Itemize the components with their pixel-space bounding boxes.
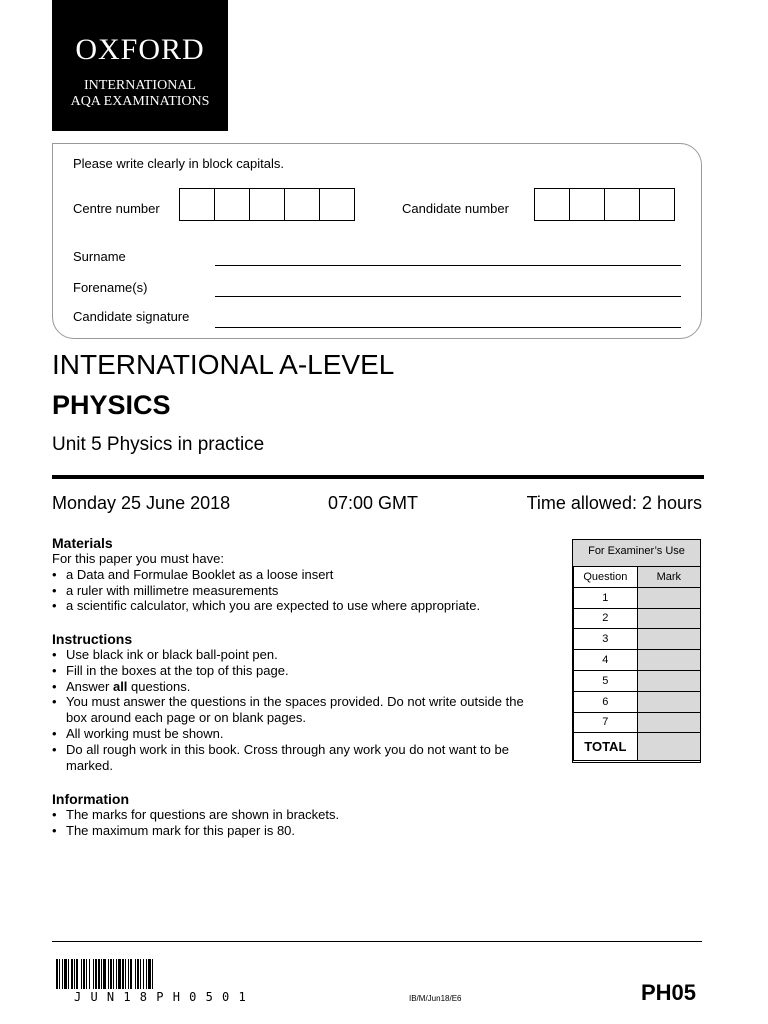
question-number: 3 xyxy=(574,629,638,650)
question-number: 4 xyxy=(574,650,638,671)
centre-number-label: Centre number xyxy=(73,201,160,216)
list-item: • You must answer the questions in the spaces provided. Do not write outside the box around each page or on blank pages. xyxy=(52,694,542,726)
paper-code: PH05 xyxy=(641,980,697,1005)
logo-line-international: INTERNATIONAL xyxy=(84,78,196,93)
centre-number-box[interactable] xyxy=(249,188,285,221)
signature-label: Candidate signature xyxy=(73,309,190,324)
centre-number-box[interactable] xyxy=(179,188,215,221)
centre-number-box[interactable] xyxy=(284,188,320,221)
materials-heading: Materials xyxy=(52,535,113,551)
question-number: 6 xyxy=(574,691,638,712)
logo-title: OXFORD xyxy=(75,33,205,66)
surname-field[interactable] xyxy=(215,265,681,266)
candidate-number-box[interactable] xyxy=(604,188,640,221)
centre-number-box[interactable] xyxy=(214,188,250,221)
list-item: • a Data and Formulae Booklet as a loose insert xyxy=(52,567,542,583)
logo-line-aqa: AQA EXAMINATIONS xyxy=(70,94,210,109)
list-item: • All working must be shown. xyxy=(52,726,542,742)
mark-cell xyxy=(637,650,700,671)
instructions-heading: Instructions xyxy=(52,631,133,647)
candidate-number-label: Candidate number xyxy=(402,201,509,216)
question-number: 5 xyxy=(574,670,638,691)
centre-number-box[interactable] xyxy=(319,188,355,221)
list-item: • a scientific calculator, which you are expected to use where appropriate. xyxy=(52,598,542,614)
barcode xyxy=(56,959,155,989)
forenames-field[interactable] xyxy=(215,296,681,297)
mark-column-header: Mark xyxy=(637,567,700,588)
mark-cell xyxy=(637,629,700,650)
answer-bold: all xyxy=(112,678,128,694)
exam-time: 07:00 GMT xyxy=(328,493,419,513)
candidate-number-box[interactable] xyxy=(534,188,570,221)
list-item: • The marks for questions are shown in brackets. xyxy=(52,807,542,823)
materials-intro: For this paper you must have: xyxy=(52,551,224,566)
list-item: • Use black ink or black ball-point pen. xyxy=(52,647,542,663)
title-divider xyxy=(52,475,704,479)
examiner-marks-table xyxy=(573,566,701,761)
candidate-number-box[interactable] xyxy=(569,188,605,221)
barcode-stripe xyxy=(153,959,155,989)
list-item: • Fill in the boxes at the top of this page. xyxy=(52,663,542,679)
answer-prefix: Answer xyxy=(66,678,113,694)
list-item: • The maximum mark for this paper is 80. xyxy=(52,823,542,839)
examiner-table-title: For Examiner’s Use xyxy=(588,545,685,557)
oxford-aqa-logo xyxy=(52,0,228,131)
information-section xyxy=(52,791,542,839)
block-capitals-instruction: Please write clearly in block capitals. xyxy=(73,156,284,171)
total-label: TOTAL xyxy=(574,733,638,761)
qualification-level: INTERNATIONAL A-LEVEL xyxy=(52,349,395,380)
footer-divider xyxy=(52,941,702,942)
signature-field[interactable] xyxy=(215,327,681,328)
list-item: • Do all rough work in this book. Cross through any work you do not want to be marked. xyxy=(52,742,542,774)
subject-title: PHYSICS xyxy=(52,390,171,420)
materials-section xyxy=(52,535,542,614)
list-item: • a ruler with millimetre measurements xyxy=(52,583,542,599)
question-number: 1 xyxy=(574,587,638,608)
mark-cell xyxy=(637,670,700,691)
mark-cell xyxy=(637,691,700,712)
answer-suffix: questions. xyxy=(127,678,191,694)
list-item-answer-all xyxy=(52,679,542,695)
question-number: 7 xyxy=(574,712,638,733)
time-allowed: Time allowed: 2 hours xyxy=(526,493,702,513)
mark-cell xyxy=(637,712,700,733)
mark-cell xyxy=(637,608,700,629)
information-heading: Information xyxy=(52,791,129,807)
candidate-number-box[interactable] xyxy=(639,188,675,221)
instructions-section xyxy=(52,631,542,773)
mark-cell xyxy=(637,587,700,608)
barcode-text: J U N 1 8 P H 0 5 0 1 xyxy=(74,990,247,1004)
unit-title: Unit 5 Physics in practice xyxy=(52,434,265,455)
surname-label: Surname xyxy=(73,249,126,264)
question-number: 2 xyxy=(574,608,638,629)
exam-date: Monday 25 June 2018 xyxy=(52,493,231,513)
question-column-header: Question xyxy=(574,567,638,588)
reference-code: IB/M/Jun18/E6 xyxy=(409,994,462,1003)
forenames-label: Forename(s) xyxy=(73,280,148,295)
total-mark-cell xyxy=(637,733,700,761)
candidate-number-field[interactable] xyxy=(535,188,675,221)
centre-number-field[interactable] xyxy=(180,188,355,221)
